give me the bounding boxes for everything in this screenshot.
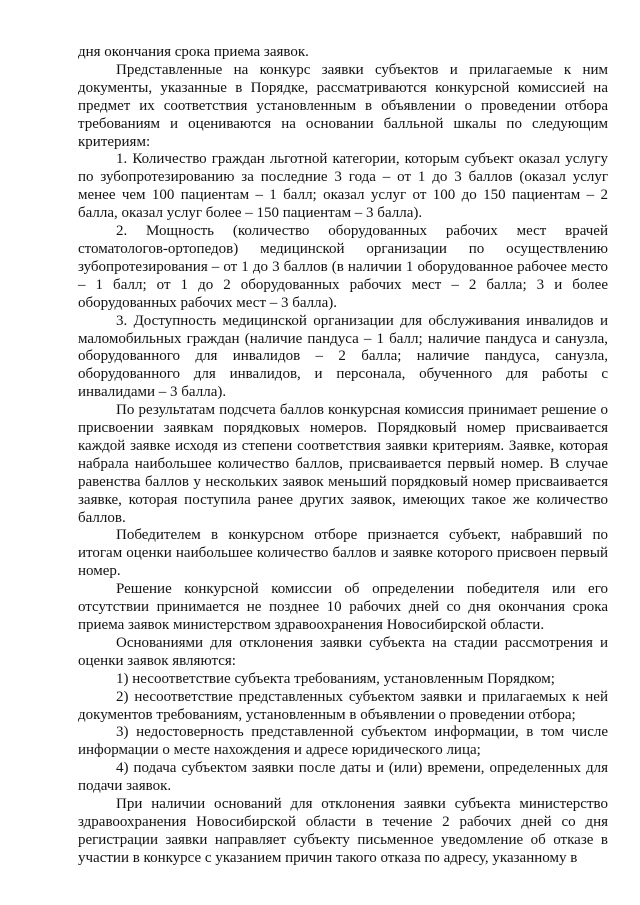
criterion-2-paragraph: 2. Мощность (количество оборудованных рабочих мест врачей стоматологов-ортопедов) медицинской организации по осуществлению зубопротезирования – от 1 до 3 баллов (в наличии 1 оборудованное рабочее место – 1 балл; от 1 до 2 оборудованных рабочих мест – 2 балла; 3 и более оборудованных рабочих мест – 3 балла). — [78, 223, 608, 311]
paragraph-winner: Победителем в конкурсном отборе признается субъект, набравший по итогам оценки наибольшее количество баллов и заявке которого присвоен первый номер. — [78, 527, 608, 580]
paragraph-rejection-grounds: Основаниями для отклонения заявки субъекта на стадии рассмотрения и оценки заявок являются: — [78, 634, 608, 669]
rejection-ground-3: 3) недостоверность представленной субъектом информации, в том числе информации о месте нахождения и адресе юридического лица; — [78, 724, 608, 759]
paragraph-continuation: дня окончания срока приема заявок. — [78, 44, 309, 60]
rejection-ground-1: 1) несоответствие субъекта требованиям, установленным Порядком; — [116, 670, 555, 687]
paragraph-decision-deadline: Решение конкурсной комиссии об определении победителя или его отсутствии принимается не позднее 10 рабочих дней со дня окончания срока приема заявок министерством здравоохранения Новосибирской области. — [78, 581, 608, 633]
paragraph-rejection-notice: При наличии оснований для отклонения заявки субъекта министерство здравоохранения Новосибирской области в течение 2 рабочих дней со дня регистрации заявки направляет субъекту письменное уведомление об отказе в участии в конкурсе с указанием причин такого отказа по адресу, указанному в — [78, 796, 608, 866]
criterion-1-paragraph: 1. Количество граждан льготной категории, которым субъект оказал услугу по зубопротезированию за последние 3 года – от 1 до 3 баллов (оказал услуг менее чем 100 пациентам – 1 балл; оказал услуг от 100 до 150 пациентам – 2 балла, оказал услуг более – 150 пациентам – 3 балла). — [78, 151, 608, 222]
paragraph-applications-review: Представленные на конкурс заявки субъектов и прилагаемые к ним документы, указанные в Порядке, рассматриваются конкурсной комиссией на предмет их соответствия установленным в объявлении о проведении отбора требованиям и оцениваются на основании балльной шкалы по следующим критериям: — [78, 61, 608, 150]
document-page — [78, 44, 608, 868]
rejection-ground-4: 4) подача субъектом заявки после даты и (или) времени, определенных для подачи заявок. — [78, 760, 608, 795]
paragraph-ranking: По результатам подсчета баллов конкурсная комиссия принимает решение о присвоении заявкам порядковых номеров. Порядковый номер присваивается каждой заявке исходя из степени соответствия заявки критериям. Заявке, которая набрала наибольшее количество баллов, присваивается первый номер. В случае равенства баллов у нескольких заявок меньший порядковый номер присваивается заявке, которая поступила ранее других заявок, имеющих такое же количество баллов. — [78, 402, 608, 526]
rejection-ground-2: 2) несоответствие представленных субъектом заявки и прилагаемых к ней документов требованиям, установленным в объявлении о проведении отбора; — [78, 688, 608, 723]
criterion-3-paragraph: 3. Доступность медицинской организации для обслуживания инвалидов и маломобильных граждан (наличие пандуса – 1 балл; наличие пандуса и санузла, оборудованного для инвалидов – 2 балла; наличие пандуса, санузла, оборудованного для инвалидов, и персонала, обученного для работы с инвалидами – 3 балла). — [78, 312, 608, 401]
